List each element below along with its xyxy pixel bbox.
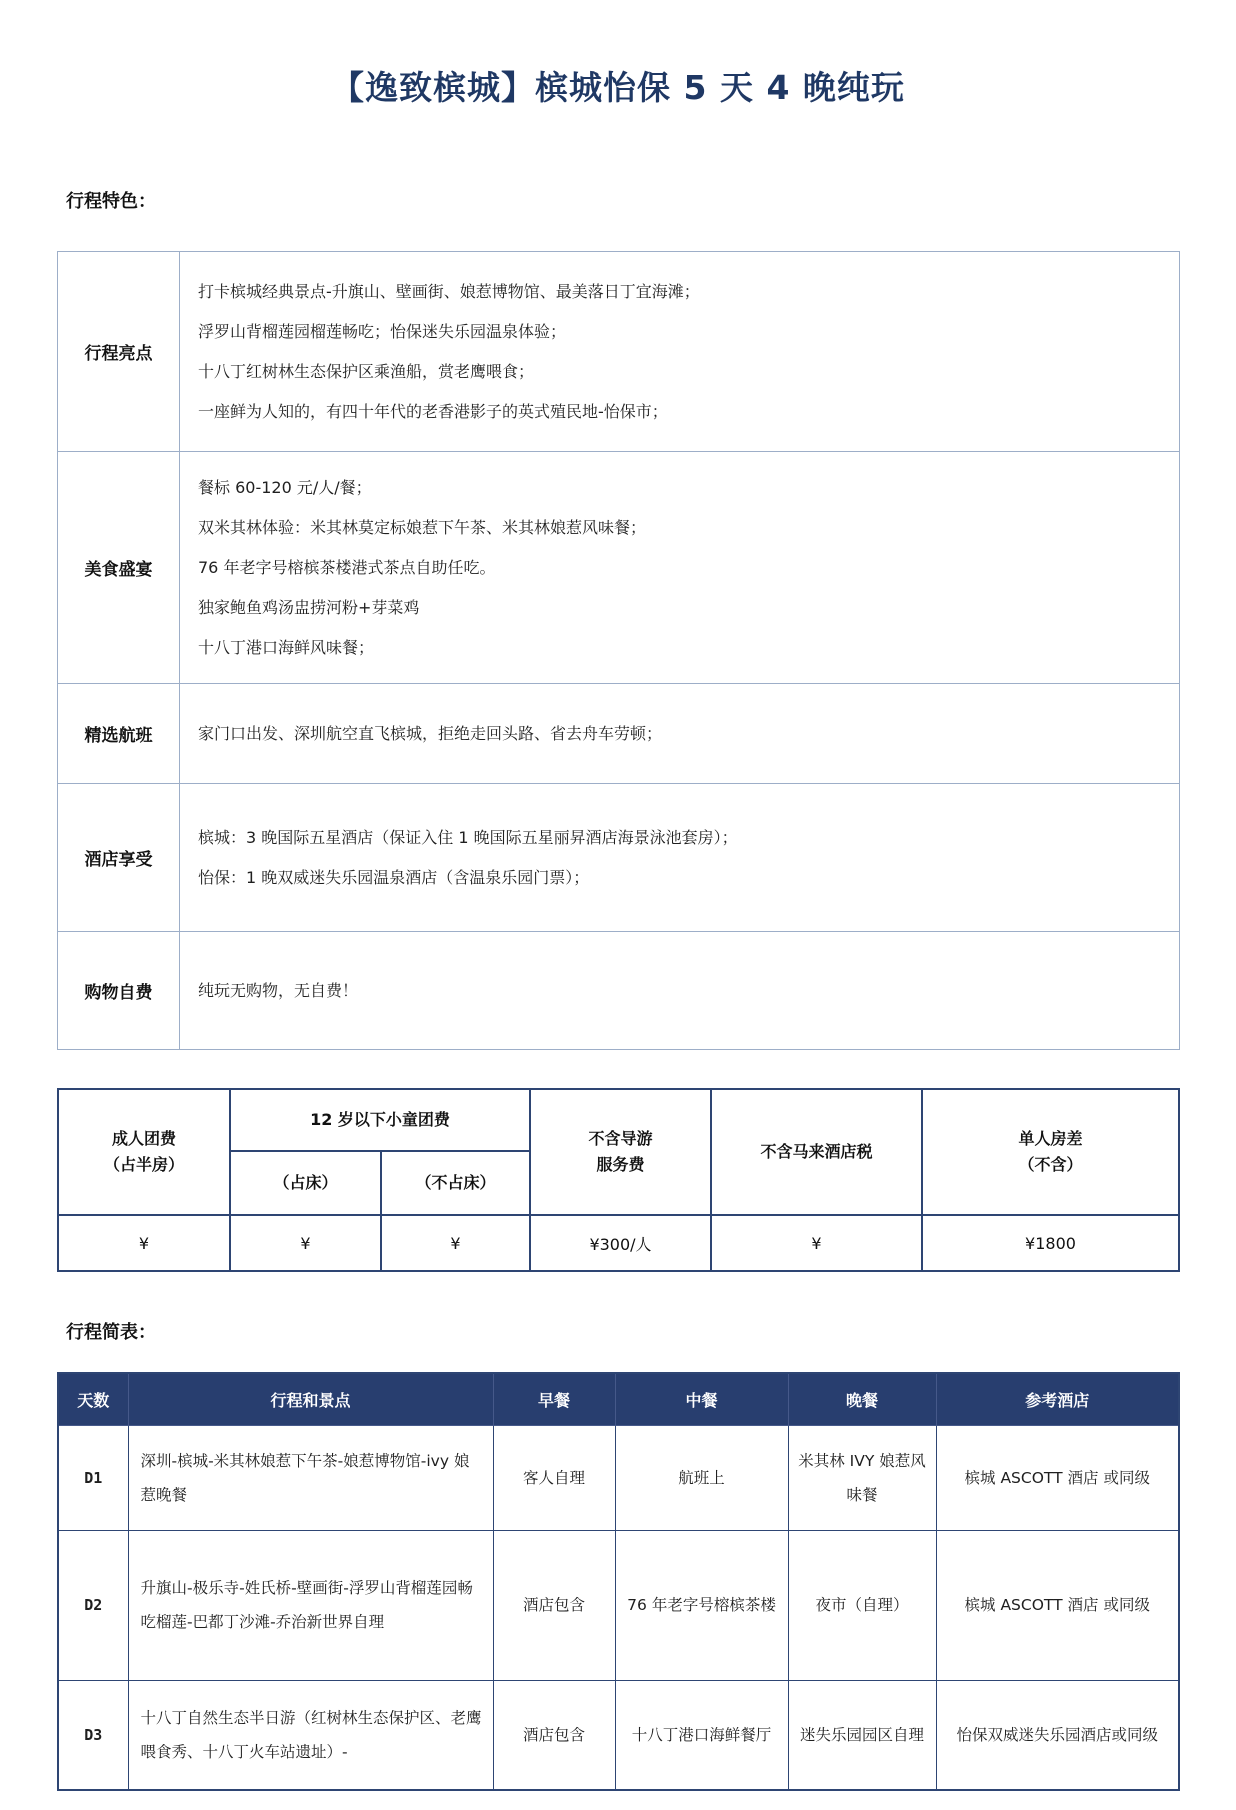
- features-table: [57, 251, 1180, 1050]
- schedule-header-itinerary: 行程和景点: [128, 1373, 493, 1425]
- feature-line: 双米其林体验：米其林莫定标娘惹下午茶、米其林娘惹风味餐；: [198, 517, 647, 537]
- table-row: [58, 1215, 1179, 1271]
- table-row: [58, 932, 1180, 1050]
- feature-line: 十八丁红树林生态保护区乘渔船，赏老鹰喂食；: [198, 361, 535, 381]
- feature-content-highlights: [180, 252, 1180, 452]
- price-header-single-supplement: [922, 1089, 1179, 1215]
- price-value-guide-fee: ¥300/人: [530, 1215, 711, 1271]
- schedule-hotel: 槟城 ASCOTT 酒店 或同级: [936, 1530, 1179, 1680]
- table-header-row: [58, 1373, 1179, 1425]
- price-header-adult-line2: （占半房）: [103, 1155, 184, 1174]
- table-row: [58, 252, 1180, 452]
- price-header-guide-line1: 不含导游: [588, 1129, 653, 1148]
- price-header-child-group: 12 岁以下小童团费: [230, 1089, 530, 1151]
- feature-content-flights: [180, 684, 1180, 784]
- feature-content-food: [180, 452, 1180, 684]
- schedule-breakfast: 客人自理: [493, 1425, 615, 1530]
- schedule-lunch: 76 年老字号榕槟茶楼: [615, 1530, 788, 1680]
- table-row: [58, 452, 1180, 684]
- table-row-d3: [58, 1680, 1179, 1790]
- price-header-adult: [58, 1089, 230, 1215]
- schedule-header-breakfast: 早餐: [493, 1373, 615, 1425]
- price-header-single-line1: 单人房差: [1018, 1129, 1083, 1148]
- price-table: [57, 1088, 1180, 1272]
- feature-label-flights: 精选航班: [58, 684, 180, 784]
- schedule-header-hotel: 参考酒店: [936, 1373, 1179, 1425]
- feature-line: 十八丁港口海鲜风味餐；: [198, 637, 375, 657]
- schedule-header-dinner: 晚餐: [788, 1373, 936, 1425]
- table-row: [58, 784, 1180, 932]
- schedule-dinner: 迷失乐园园区自理: [788, 1680, 936, 1790]
- price-value-hotel-tax: ¥: [711, 1215, 922, 1271]
- schedule-hotel: 怡保双威迷失乐园酒店或同级: [936, 1680, 1179, 1790]
- feature-line: 怡保：1 晚双威迷失乐园温泉酒店（含温泉乐园门票）；: [198, 867, 590, 887]
- table-row-d1: [58, 1425, 1179, 1530]
- schedule-breakfast: 酒店包含: [493, 1680, 615, 1790]
- schedule-heading: 行程简表：: [66, 1322, 156, 1343]
- document-page: [0, 62, 1236, 1810]
- feature-label-food: 美食盛宴: [58, 452, 180, 684]
- feature-label-hotels: 酒店享受: [58, 784, 180, 932]
- feature-label-highlights: 行程亮点: [58, 252, 180, 452]
- table-row-d2: [58, 1530, 1179, 1680]
- feature-line: 槟城：3 晚国际五星酒店（保证入住 1 晚国际五星丽昇酒店海景泳池套房）；: [198, 827, 738, 847]
- feature-content-shopping: [180, 932, 1180, 1050]
- price-header-guide-fee: [530, 1089, 711, 1215]
- feature-content-hotels: [180, 784, 1180, 932]
- price-header-single-line2: （不含）: [1018, 1155, 1083, 1174]
- price-value-child-nobed: ¥: [381, 1215, 530, 1271]
- schedule-breakfast: 酒店包含: [493, 1530, 615, 1680]
- schedule-lunch: 十八丁港口海鲜餐厅: [615, 1680, 788, 1790]
- schedule-itinerary: 深圳-槟城-米其林娘惹下午茶-娘惹博物馆-ivy 娘惹晚餐: [128, 1425, 493, 1530]
- schedule-day: D3: [58, 1680, 128, 1790]
- price-value-child-bed: ¥: [230, 1215, 381, 1271]
- price-value-adult: ¥: [58, 1215, 230, 1271]
- feature-line: 一座鲜为人知的，有四十年代的老香港影子的英式殖民地-怡保市；: [198, 401, 668, 421]
- price-header-hotel-tax: 不含马来酒店税: [711, 1089, 922, 1215]
- schedule-day: D2: [58, 1530, 128, 1680]
- feature-line: 浮罗山背榴莲园榴莲畅吃；怡保迷失乐园温泉体验；: [198, 321, 567, 341]
- feature-line: 独家鲍鱼鸡汤盅捞河粉+芽菜鸡: [198, 597, 420, 617]
- schedule-day: D1: [58, 1425, 128, 1530]
- feature-line: 餐标 60-120 元/人/餐；: [198, 477, 372, 497]
- schedule-dinner: 米其林 IVY 娘惹风味餐: [788, 1425, 936, 1530]
- schedule-hotel: 槟城 ASCOTT 酒店 或同级: [936, 1425, 1179, 1530]
- page-title: 【逸致槟城】槟城怡保 5 天 4 晚纯玩: [331, 68, 905, 107]
- document-body: [57, 187, 1180, 1791]
- price-header-child-bed: （占床）: [230, 1151, 381, 1215]
- price-header-adult-line1: 成人团费: [111, 1129, 176, 1148]
- table-row: [58, 684, 1180, 784]
- features-heading: 行程特色：: [66, 191, 156, 212]
- schedule-header-day: 天数: [58, 1373, 128, 1425]
- schedule-itinerary: 升旗山-极乐寺-姓氏桥-壁画街-浮罗山背榴莲园畅吃榴莲-巴都丁沙滩-乔治新世界自理: [128, 1530, 493, 1680]
- price-header-child-nobed: （不占床）: [381, 1151, 530, 1215]
- schedule-header-lunch: 中餐: [615, 1373, 788, 1425]
- price-value-single-supplement: ¥1800: [922, 1215, 1179, 1271]
- feature-line: 家门口出发、深圳航空直飞槟城，拒绝走回头路、省去舟车劳顿；: [198, 723, 663, 743]
- price-header-guide-line2: 服务费: [596, 1155, 645, 1174]
- schedule-lunch: 航班上: [615, 1425, 788, 1530]
- schedule-dinner: 夜市（自理）: [788, 1530, 936, 1680]
- feature-line: 打卡槟城经典景点-升旗山、壁画街、娘惹博物馆、最美落日丁宜海滩；: [198, 281, 700, 301]
- feature-line: 76 年老字号榕槟茶楼港式茶点自助任吃。: [198, 557, 496, 577]
- feature-line: 纯玩无购物，无自费！: [198, 980, 359, 1000]
- table-row: [58, 1089, 1179, 1151]
- schedule-table: [57, 1372, 1180, 1791]
- feature-label-shopping: 购物自费: [58, 932, 180, 1050]
- schedule-itinerary: 十八丁自然生态半日游（红树林生态保护区、老鹰喂食秀、十八丁火车站遗址）-: [128, 1680, 493, 1790]
